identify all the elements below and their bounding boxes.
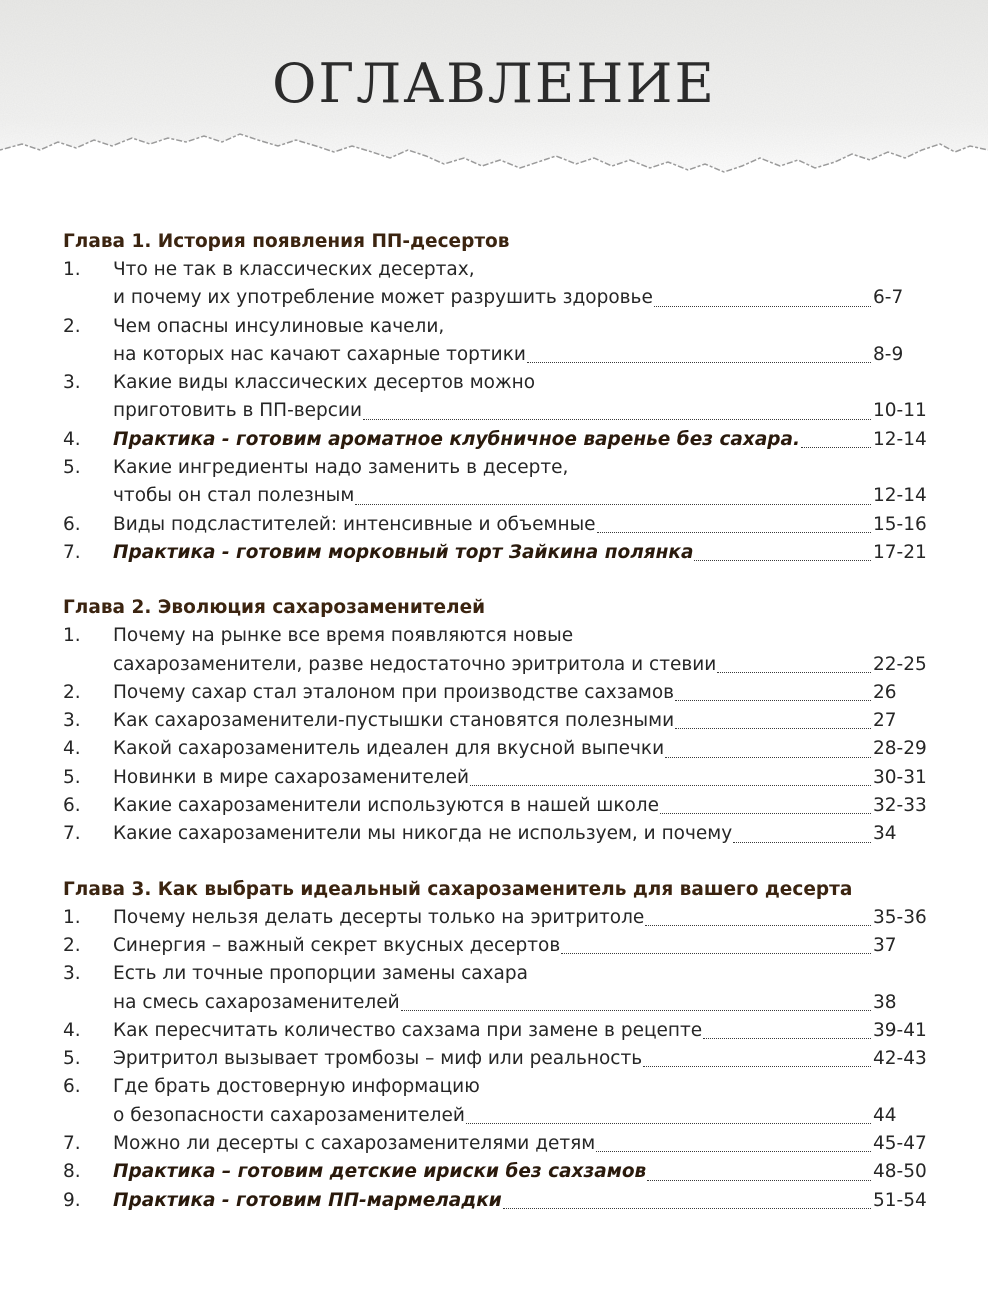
toc-item[interactable] [63, 960, 933, 1017]
toc-item[interactable] [63, 1130, 933, 1158]
toc-item-line [63, 820, 933, 848]
dot-leader [675, 727, 871, 729]
item-text: Какой сахарозаменитель идеален для вкусной выпечки [113, 738, 665, 760]
item-text: Какие сахарозаменители мы никогда не используем, и почему [113, 823, 733, 845]
page-number: 32-33 [873, 795, 927, 817]
item-number: 2. [63, 681, 81, 703]
page-number: 22-25 [873, 653, 927, 675]
toc-item[interactable] [63, 539, 933, 567]
toc-item-line [63, 284, 933, 312]
page-number: 28-29 [873, 738, 927, 760]
toc-item[interactable] [63, 792, 933, 820]
page-number: 51-54 [873, 1189, 927, 1211]
item-text: сахарозаменители, разве недостаточно эритритола и стевии [113, 653, 717, 675]
toc-item[interactable] [63, 313, 933, 370]
chapter-title: Глава 2. Эволюция сахарозаменителей [63, 597, 486, 619]
item-number: 3. [63, 963, 81, 985]
toc-item-line [63, 1158, 933, 1186]
page-number: 12-14 [873, 485, 927, 507]
item-text: Чем опасны инсулиновые качели, [113, 315, 445, 337]
dot-leader [355, 503, 871, 505]
chapter-title: Глава 3. Как выбрать идеальный сахарозаменитель для вашего десерта [63, 878, 853, 900]
toc-item-line [63, 764, 933, 792]
toc-item-line [63, 1045, 933, 1073]
toc-item[interactable] [63, 369, 933, 426]
item-text: Как сахарозаменители-пустышки становятся полезными [113, 710, 675, 732]
toc-item-line [63, 369, 933, 397]
page-number: 48-50 [873, 1161, 927, 1183]
toc-item-line [63, 256, 933, 284]
page-number: 27 [873, 710, 897, 732]
item-text: Какие ингредиенты надо заменить в десерте, [113, 457, 569, 479]
dot-leader [466, 1122, 871, 1124]
toc-item-line [63, 511, 933, 539]
toc-item[interactable] [63, 1187, 933, 1215]
item-text: и почему их употребление может разрушить здоровье [113, 287, 653, 309]
toc-item[interactable] [63, 735, 933, 763]
toc-item-line [63, 960, 933, 988]
page-number: 15-16 [873, 513, 927, 535]
item-number: 7. [63, 541, 81, 563]
dot-leader [801, 446, 871, 448]
page-title: ОГЛАВЛЕНИЕ [272, 52, 716, 115]
dot-leader [561, 952, 871, 954]
table-of-contents [63, 228, 933, 1242]
item-number: 5. [63, 457, 81, 479]
dot-leader [597, 531, 871, 533]
toc-item-line [63, 792, 933, 820]
page-number: 37 [873, 934, 897, 956]
dot-leader [645, 924, 871, 926]
item-number: 5. [63, 1048, 81, 1070]
dot-leader [527, 361, 871, 363]
dot-leader [401, 1009, 871, 1011]
page-number: 44 [873, 1104, 897, 1126]
item-number: 4. [63, 1019, 81, 1041]
toc-item-line [63, 397, 933, 425]
item-number: 2. [63, 315, 81, 337]
page-number: 42-43 [873, 1048, 927, 1070]
item-number: 2. [63, 934, 81, 956]
toc-item-line [63, 1130, 933, 1158]
item-text: Почему нельзя делать десерты только на эритритоле [113, 906, 645, 928]
item-text: чтобы он стал полезным [113, 485, 355, 507]
page-number: 26 [873, 681, 897, 703]
item-text: Эритритол вызывает тромбозы – миф или реальность [113, 1048, 643, 1070]
dot-leader [717, 671, 871, 673]
item-text: Практика - готовим морковный торт Зайкина полянка [113, 541, 694, 563]
page-number: 8-9 [873, 343, 904, 365]
toc-item-line [63, 1017, 933, 1045]
item-text: Где брать достоверную информацию [113, 1076, 480, 1098]
page-number: 10-11 [873, 400, 927, 422]
toc-item[interactable] [63, 820, 933, 848]
toc-item-line [63, 341, 933, 369]
toc-item-line [63, 482, 933, 510]
toc-item[interactable] [63, 932, 933, 960]
item-text: Есть ли точные пропорции замены сахара [113, 963, 528, 985]
dot-leader [675, 699, 871, 701]
item-text: Какие виды классических десертов можно [113, 372, 536, 394]
page-number: 12-14 [873, 428, 927, 450]
item-text: Какие сахарозаменители используются в нашей школе [113, 795, 660, 817]
page-number: 35-36 [873, 906, 927, 928]
item-text: Синергия – важный секрет вкусных десертов [113, 934, 561, 956]
toc-item[interactable] [63, 622, 933, 679]
toc-item-line [63, 1073, 933, 1101]
item-number: 3. [63, 372, 81, 394]
item-text: на которых нас качают сахарные тортики [113, 343, 526, 365]
toc-item-line [63, 622, 933, 650]
item-number: 4. [63, 428, 81, 450]
toc-item[interactable] [63, 1073, 933, 1130]
chapter-3 [63, 876, 933, 1215]
dot-leader [694, 559, 871, 561]
dot-leader [665, 756, 871, 758]
toc-item-line [63, 426, 933, 454]
header-banner [0, 0, 988, 200]
item-text: Можно ли десерты с сахарозаменителями детям [113, 1133, 596, 1155]
toc-item-line [63, 989, 933, 1017]
page-number: 30-31 [873, 766, 927, 788]
toc-item[interactable] [63, 426, 933, 454]
toc-item[interactable] [63, 454, 933, 511]
toc-item[interactable] [63, 1045, 933, 1073]
dot-leader [654, 305, 871, 307]
item-text: Новинки в мире сахарозаменителей [113, 766, 469, 788]
dot-leader [470, 784, 871, 786]
toc-item-line [63, 735, 933, 763]
item-text: приготовить в ПП-версии [113, 400, 363, 422]
item-number: 6. [63, 513, 81, 535]
item-number: 1. [63, 259, 81, 280]
dot-leader [733, 841, 871, 843]
item-number: 1. [63, 906, 81, 928]
toc-item[interactable] [63, 764, 933, 792]
page-number: 38 [873, 991, 897, 1013]
item-number: 9. [63, 1189, 81, 1211]
item-number: 4. [63, 738, 81, 760]
item-text: Практика – готовим детские ириски без сахзамов [113, 1161, 647, 1183]
item-text: о безопасности сахарозаменителей [113, 1104, 465, 1126]
toc-item-line [63, 1187, 933, 1215]
item-number: 1. [63, 625, 81, 647]
item-text: Практика - готовим ароматное клубничное варенье без сахара. [113, 428, 801, 450]
item-text: Почему на рынке все время появляются новые [113, 625, 574, 647]
chapter-2 [63, 594, 933, 848]
page-number: 45-47 [873, 1133, 927, 1155]
toc-item-line [63, 932, 933, 960]
dot-leader [363, 418, 871, 420]
item-number: 8. [63, 1161, 81, 1183]
toc-item[interactable] [63, 256, 933, 313]
item-number: 3. [63, 710, 81, 732]
toc-item[interactable] [63, 511, 933, 539]
dot-leader [703, 1037, 871, 1039]
dot-leader [596, 1150, 871, 1152]
item-text: Виды подсластителей: интенсивные и объемные [113, 513, 596, 535]
page-number: 39-41 [873, 1019, 927, 1041]
item-number: 6. [63, 795, 81, 817]
page-number: 17-21 [873, 541, 927, 563]
dot-leader [660, 812, 871, 814]
toc-item-line [63, 651, 933, 679]
page-number: 6-7 [873, 287, 904, 309]
toc-item-line [63, 904, 933, 932]
toc-item[interactable] [63, 1017, 933, 1045]
toc-item[interactable] [63, 904, 933, 932]
item-number: 6. [63, 1076, 81, 1098]
toc-item-line [63, 539, 933, 567]
item-text: Почему сахар стал эталоном при производстве сахзамов [113, 681, 675, 703]
toc-item-line [63, 454, 933, 482]
toc-item-line [63, 679, 933, 707]
item-text: Что не так в классических десертах, [113, 259, 475, 280]
item-text: Как пересчитать количество сахзама при замене в рецепте [113, 1019, 703, 1041]
dot-leader [647, 1179, 871, 1181]
dot-leader [643, 1065, 871, 1067]
item-text: Практика - готовим ПП-мармеладки [113, 1189, 502, 1211]
toc-item-line [63, 313, 933, 341]
toc-item-line [63, 1102, 933, 1130]
chapter-title: Глава 1. История появления ПП-десертов [63, 231, 510, 252]
toc-item[interactable] [63, 1158, 933, 1186]
item-text: на смесь сахарозаменителей [113, 991, 400, 1013]
toc-item[interactable] [63, 707, 933, 735]
item-number: 7. [63, 823, 81, 845]
dot-leader [503, 1207, 871, 1209]
item-number: 7. [63, 1133, 81, 1155]
page-number: 34 [873, 823, 897, 845]
toc-item[interactable] [63, 679, 933, 707]
item-number: 5. [63, 766, 81, 788]
chapter-1 [63, 228, 933, 567]
toc-item-line [63, 707, 933, 735]
